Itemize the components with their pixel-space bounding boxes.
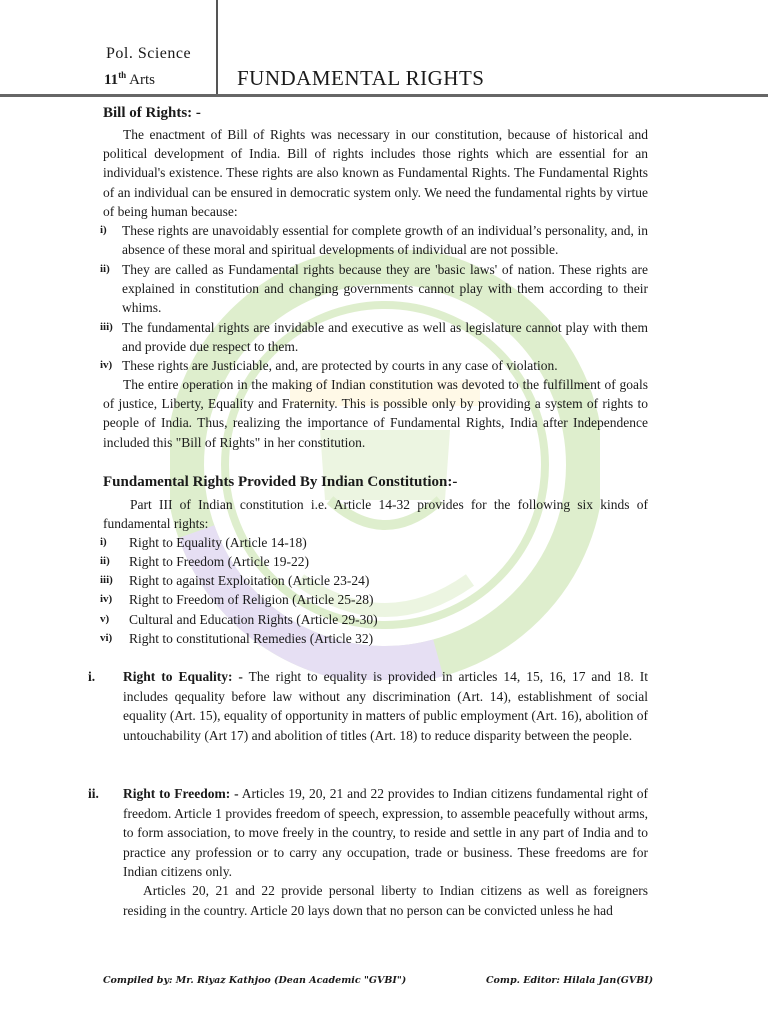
footer-compiled-by: Compiled by: Mr. Riyaz Kathjoo (Dean Academic "GVBI")	[103, 975, 407, 986]
rights-list-item: i) Right to Equality (Article 14-18)	[100, 535, 307, 550]
bill-point: iii) The fundamental rights are invidable and executive as well as legislature cannot play with them and provide due respect to them.	[100, 320, 648, 355]
section-text: The right to equality is provided in articles 14, 15, 16, 17 and 18. It includes qequality before law without any discrimination (Art. 14), establishment of social equality (Art. 15), equality of opportunity in matters of public employment (Art. 16), abolition of untouchability (Art 17) and abolition of titles (Art. 18) to reduce disparity between the people.	[123, 669, 648, 743]
class-label: 11th Arts	[104, 70, 155, 88]
page-title: FUNDAMENTAL RIGHTS	[237, 66, 485, 90]
rights-list-item: iv) Right to Freedom of Religion (Article 25-28)	[100, 592, 374, 607]
section-title: Right to Freedom: -	[123, 786, 239, 801]
section-text: Articles 19, 20, 21 and 22 provides to Indian citizens fundamental right of freedom. Article 1 provides freedom of speech, expression, to assemble peacefully without arms, to form association, to move freely in the country, to reside and settle in any part of India and to practice any profession or to carry any occupation, trade or business. These freedoms are for Indian citizens only.	[123, 786, 648, 880]
footer-editor: Comp. Editor: Hilala Jan(GVBI)	[486, 975, 654, 986]
rights-list-item: iii) Right to against Exploitation (Article 23-24)	[100, 573, 370, 588]
rights-list-item: vi) Right to constitutional Remedies (Article 32)	[100, 631, 374, 646]
section-title: Right to Equality: -	[123, 669, 243, 684]
section-right-to-freedom: ii. Right to Freedom: - Articles 19, 20, 21 and 22 provides to Indian citizens fundamental right of freedom. Article 1 provides freedom of speech, expression, to assemble peacefully without arms, to form association, to move freely in the country, to reside and settle in any part of India and to practice any profession or to carry any occupation, trade or business. These freedoms are for Indian citizens only.	[88, 786, 648, 880]
header-divider-vertical	[216, 0, 218, 95]
bill-closing-paragraph: The entire operation in the making of Indian constitution was devoted to the fulfillment of goals of justice, Liberty, Equality and Fraternity. This is possible only by providing a system of rights to people of India. Thus, realizing the importance of Fundamental Rights, India after Independence included this "Bill of Rights" in her constitution.	[103, 377, 648, 450]
header-divider-horizontal	[0, 94, 768, 97]
provided-intro-paragraph: Part III of Indian constitution i.e. Article 14-32 provides for the following six kinds of fundamental rights:	[103, 497, 648, 532]
subject-label: Pol. Science	[106, 45, 192, 62]
section-right-to-equality: i. Right to Equality: - The right to equality is provided in articles 14, 15, 16, 17 and 18. It includes qequality before law without any discrimination (Art. 14), establishment of social equality (Art. 15), equality of opportunity in matters of public employment (Art. 16), abolition of untouchability (Art 17) and abolition of titles (Art. 18) to reduce disparity between the people.	[88, 669, 648, 743]
bill-heading: Bill of Rights: -	[103, 105, 201, 121]
bill-intro-paragraph: The enactment of Bill of Rights was necessary in our constitution, because of historical and political development of India. Bill of rights includes those rights which are essential for an individual's existence. These rights are also known as Fundamental Rights. The Fundamental Rights of an individual can be ensured in democratic system only. We need the fundamental rights by virtue of being human because:	[103, 127, 648, 219]
rights-list-item: ii) Right to Freedom (Article 19-22)	[100, 554, 309, 569]
rights-list-item: v) Cultural and Education Rights (Article 29-30)	[100, 612, 378, 627]
bill-point: ii) They are called as Fundamental rights because they are 'basic laws' of nation. These rights are explained in constitution and changing governments cannot play with them according to their whims.	[100, 262, 648, 316]
bill-point: iv) These rights are Justiciable, and, are protected by courts in any case of violation.	[100, 358, 558, 373]
bill-point: i) These rights are unavoidably essential for complete growth of an individual’s personality, and, in absence of these moral and spiritual developments of individual are not possible.	[100, 223, 648, 258]
freedom-continuation-paragraph: Articles 20, 21 and 22 provide personal liberty to Indian citizens as well as foreigners residing in the country. Article 20 lays down that no person can be convicted unless he had	[123, 883, 648, 918]
provided-heading: Fundamental Rights Provided By Indian Constitution:-	[103, 474, 458, 490]
